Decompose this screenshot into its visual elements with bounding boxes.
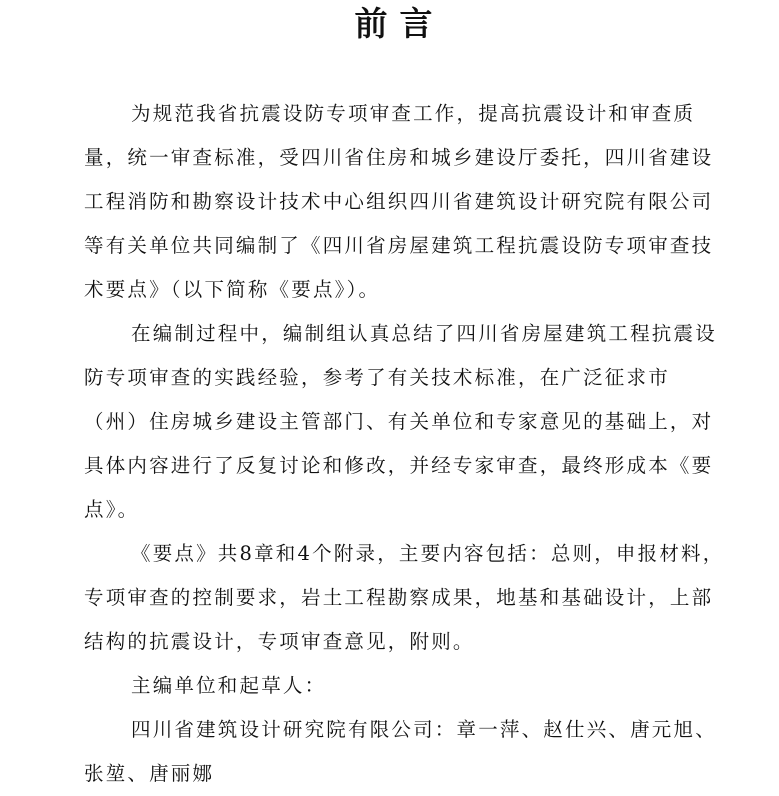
paragraph-editors-heading	[84, 664, 731, 708]
text-line: 主编单位和起草人：	[131, 674, 327, 697]
paragraph-purpose	[84, 92, 731, 312]
paragraph-process	[84, 312, 731, 532]
paragraph-editors	[84, 708, 731, 796]
text-line: （州）住房城乡建设主管部门、有关单位和专家意见的基础上，对	[84, 410, 714, 433]
text-line: 四川省建筑设计研究院有限公司：章一萍、赵仕兴、唐元旭、	[131, 718, 717, 741]
text-line: 在编制过程中，编制组认真总结了四川省房屋建筑工程抗震设	[131, 322, 717, 345]
page-title: 前言	[354, 4, 445, 43]
text-line: 结构的抗震设计，专项审查意见，附则。	[84, 630, 475, 653]
text-line: 点》。	[84, 498, 140, 521]
text-line: 专项审查的控制要求，岩土工程勘察成果，地基和基础设计，上部	[84, 586, 714, 609]
text-line: 术要点》（以下简称《要点》）。	[84, 278, 381, 301]
text-line: 具体内容进行了反复讨论和修改，并经专家审查，最终形成本《要	[84, 454, 714, 477]
text-line: 张堃、唐丽娜	[84, 762, 215, 785]
text-line: 工程消防和勘察设计技术中心组织四川省建筑设计研究院有限公司	[84, 190, 714, 213]
preface-body	[84, 92, 731, 796]
paragraph-contents	[84, 532, 731, 664]
text-line: 防专项审查的实践经验，参考了有关技术标准，在广泛征求市	[84, 366, 670, 389]
text-line: 《要点》共8章和4个附录，主要内容包括：总则，申报材料，	[131, 542, 725, 565]
text-line: 等有关单位共同编制了《四川省房屋建筑工程抗震设防专项审查技	[84, 234, 714, 257]
text-line: 量，统一审查标准，受四川省住房和城乡建设厅委托，四川省建设	[84, 146, 714, 169]
text-line: 为规范我省抗震设防专项审查工作，提高抗震设计和审查质	[131, 102, 696, 125]
